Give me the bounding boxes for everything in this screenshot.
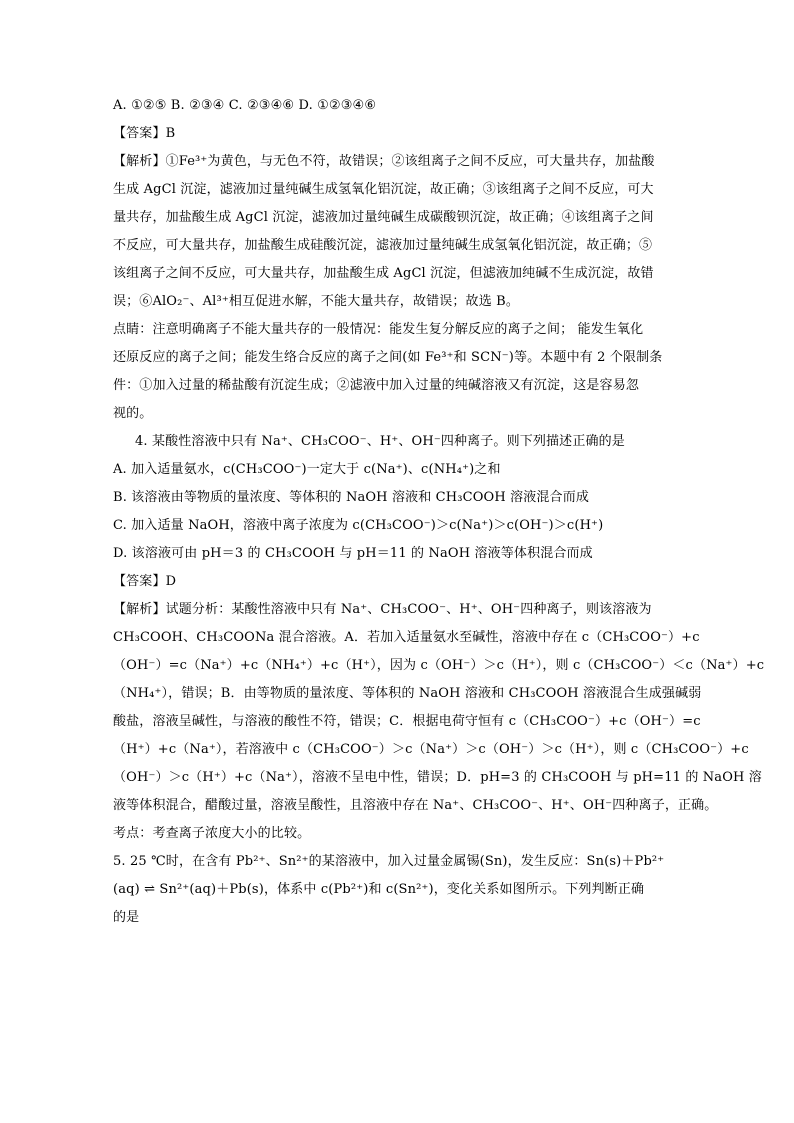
- q4-option-b: B. 该溶液由等物质的量浓度、等体积的 NaOH 溶液和 CH₃COOH 溶液混合而成: [113, 490, 590, 505]
- q3-analysis-line: 不反应，可大量共存，加盐酸生成硅酸沉淀，滤液加过量纯碱生成氢氧化铝沉淀，故正确；⑤: [113, 238, 653, 253]
- q3-tip-line: 件：①加入过量的稀盐酸有沉淀生成；②滤液中加入过量的纯碱溶液又有沉淀，这是容易忽: [113, 378, 640, 393]
- q4-key-point: 考点：考查离子浓度大小的比较。: [113, 826, 311, 841]
- q5-stem: 5. 25 ℃时，在含有 Pb²⁺、Sn²⁺的某溶液中，加入过量金属锡(Sn)，发生反应：Sn(s)＋Pb²⁺: [113, 854, 665, 869]
- q4-analysis-line: 液等体积混合，醋酸过量，溶液呈酸性，且溶液中存在 Na⁺、CH₃COO⁻、H⁺、OH⁻四种离子，正确。: [113, 798, 718, 813]
- q3-tip-line: 还原反应的离子之间；能发生络合反应的离子之间(如 Fe³⁺和 SCN⁻)等。本题中有 2 个限制条: [113, 350, 663, 365]
- q4-analysis-line: （H⁺）+c（Na⁺），若溶液中 c（CH₃COO⁻）＞c（Na⁺）＞c（OH⁻）＞c（H⁺），则 c（CH₃COO⁻）+c: [113, 742, 749, 757]
- q5-stem: (aq) ⇌ Sn²⁺(aq)＋Pb(s)，体系中 c(Pb²⁺)和 c(Sn²⁺)，变化关系如图所示。下列判断正确: [113, 882, 645, 897]
- q3-analysis-line: 生成 AgCl 沉淀，滤液加过量纯碱生成氢氧化铝沉淀，故正确；③该组离子之间不反应，可大: [113, 182, 654, 197]
- q3-tip-line: 视的。: [113, 406, 153, 421]
- q4-analysis-line: （OH⁻）=c（Na⁺）+c（NH₄⁺）+c（H⁺），因为 c（OH⁻）＞c（H⁺），则 c（CH₃COO⁻）＜c（Na⁺）+c: [113, 658, 765, 673]
- q4-option-a: A. 加入适量氨水，c(CH₃COO⁻)一定大于 c(Na⁺)、c(NH₄⁺)之和: [113, 462, 501, 477]
- q3-options: A. ①②⑤ B. ②③④ C. ②③④⑥ D. ①②③④⑥: [113, 98, 377, 113]
- q4-analysis-line: 【解析】试题分析：某酸性溶液中只有 Na⁺、CH₃COO⁻、H⁺、OH⁻四种离子，则该溶液为: [113, 602, 652, 617]
- q3-analysis-line: 量共存，加盐酸生成 AgCl 沉淀，滤液加过量纯碱生成碳酸钡沉淀，故正确；④该组离子之间: [113, 210, 654, 225]
- q4-analysis-line: （NH₄⁺），错误；B．由等物质的量浓度、等体积的 NaOH 溶液和 CH₃COOH 溶液混合生成强碱弱: [113, 686, 702, 701]
- q4-option-d: D. 该溶液可由 pH＝3 的 CH₃COOH 与 pH＝11 的 NaOH 溶液等体积混合而成: [113, 546, 593, 561]
- document-page: [113, 96, 765, 928]
- q5-stem: 的是: [113, 910, 140, 925]
- q3-analysis-line: 误；⑥AlO₂⁻、Al³⁺相互促进水解，不能大量共存，故错误；故选 B。: [113, 294, 519, 309]
- q4-analysis-line: 酸盐，溶液呈碱性，与溶液的酸性不符，错误；C．根据电荷守恒有 c（CH₃COO⁻）+c（OH⁻）=c: [113, 714, 701, 729]
- q4-analysis-line: （OH⁻）＞c（H⁺）+c（Na⁺），溶液不呈电中性，错误；D．pH=3 的 CH₃COOH 与 pH=11 的 NaOH 溶: [113, 770, 762, 785]
- q4-answer: 【答案】D: [113, 574, 177, 589]
- q3-analysis-line: 该组离子之间不反应，可大量共存，加盐酸生成 AgCl 沉淀，但滤液加纯碱不生成沉淀，故错: [113, 266, 654, 281]
- q4-option-c: C. 加入适量 NaOH，溶液中离子浓度为 c(CH₃COO⁻)＞c(Na⁺)＞c(OH⁻)＞c(H⁺): [113, 518, 604, 533]
- q3-answer: 【答案】B: [113, 126, 176, 141]
- q4-analysis-line: CH₃COOH、CH₃COONa 混合溶液。A．若加入适量氨水至碱性，溶液中存在 c（CH₃COO⁻）+c: [113, 630, 700, 645]
- q4-stem: 4. 某酸性溶液中只有 Na⁺、CH₃COO⁻、H⁺、OH⁻四种离子。则下列描述正确的是: [135, 434, 625, 449]
- q3-analysis-line: 【解析】①Fe³⁺为黄色，与无色不符，故错误；②该组离子之间不反应，可大量共存，加盐酸: [113, 154, 655, 169]
- q3-tip-line: 点睛：注意明确离子不能大量共存的一般情况：能发生复分解反应的离子之间； 能发生氧化: [113, 322, 644, 337]
